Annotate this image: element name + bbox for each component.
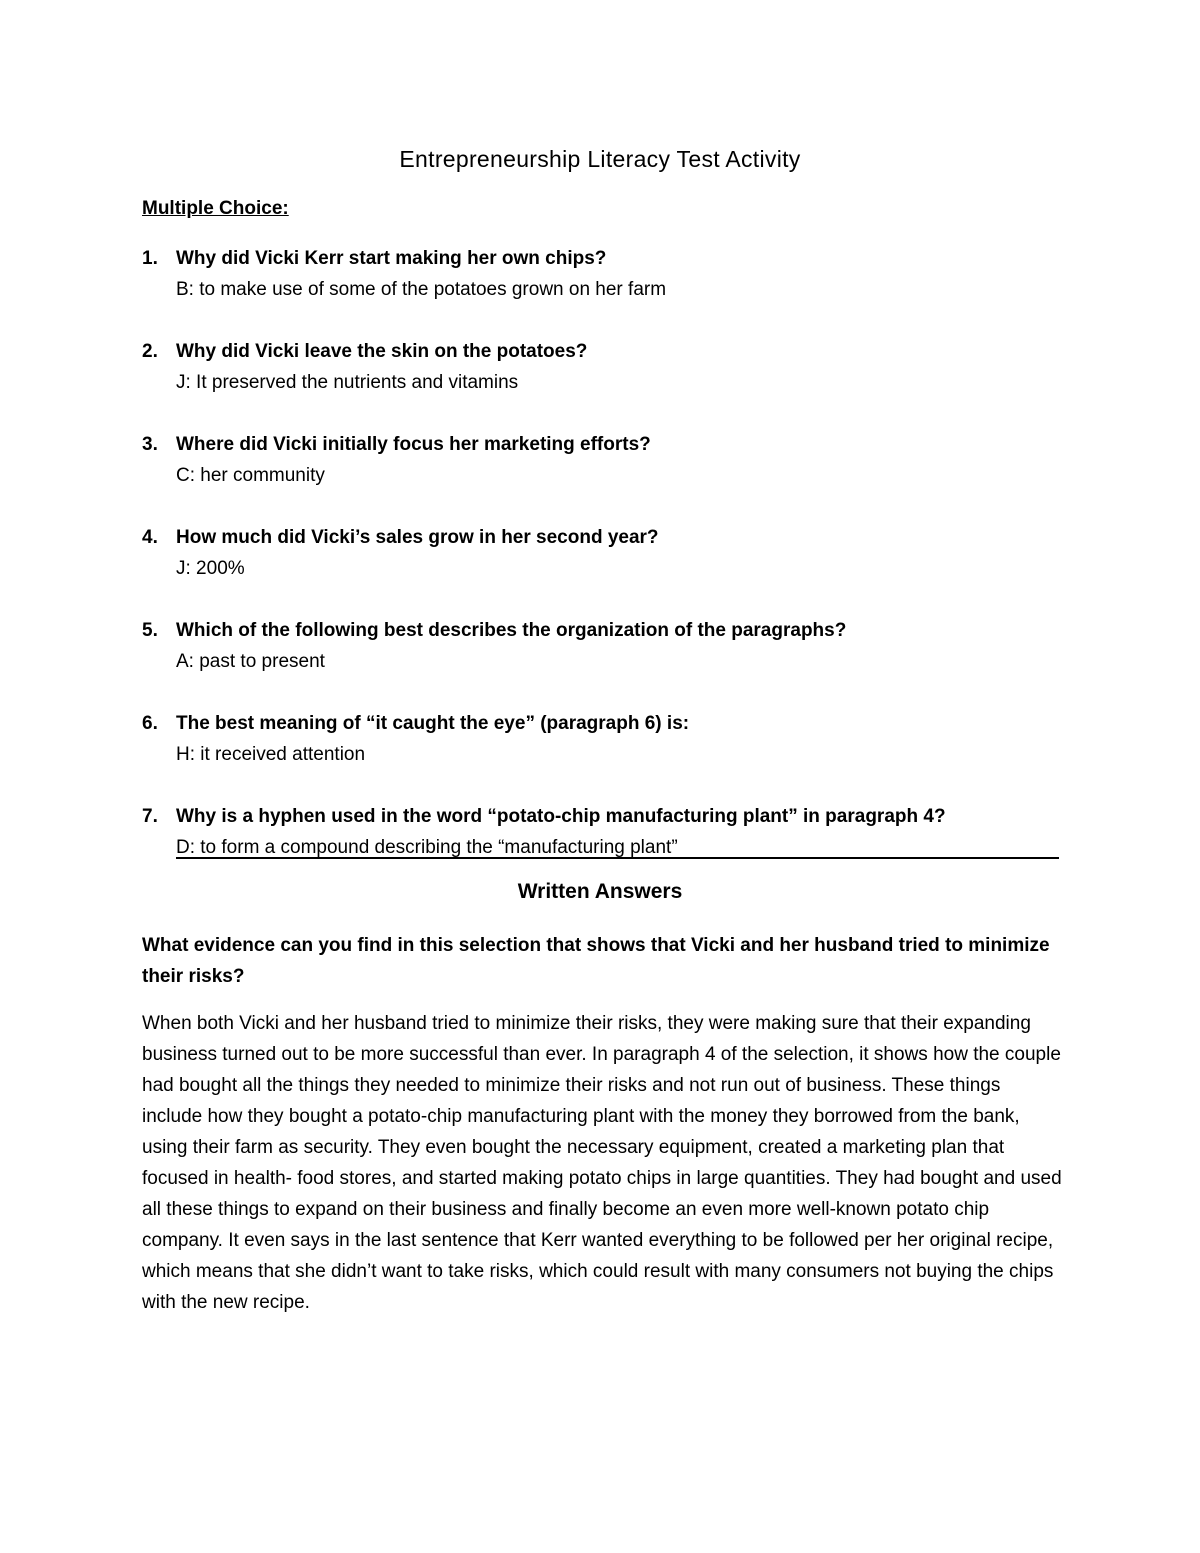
question-text: Where did Vicki initially focus her marketing efforts? [176, 434, 651, 455]
question-number: 3. [142, 434, 158, 455]
question-text: Why did Vicki Kerr start making her own chips? [176, 248, 607, 269]
question-item-6 [142, 708, 1062, 801]
question-text: Which of the following best describes the organization of the paragraphs? [176, 620, 847, 641]
multiple-choice-heading: Multiple Choice: [142, 198, 289, 219]
question-text: How much did Vicki’s sales grow in her second year? [176, 527, 659, 548]
section-divider [176, 857, 1059, 859]
written-question: What evidence can you find in this selection that shows that Vicki and her husband tried to minimize their risks? [142, 935, 1050, 987]
question-text: Why did Vicki leave the skin on the potatoes? [176, 341, 588, 362]
question-answer: D: to form a compound describing the “manufacturing plant” [176, 837, 678, 858]
question-item-7 [142, 801, 1062, 863]
question-number: 6. [142, 713, 158, 734]
document-title: Entrepreneurship Literacy Test Activity [399, 146, 801, 172]
question-text: The best meaning of “it caught the eye” (paragraph 6) is: [176, 713, 690, 734]
question-number: 4. [142, 527, 158, 548]
question-number: 5. [142, 620, 158, 641]
question-answer: J: It preserved the nutrients and vitamins [176, 372, 519, 393]
question-answer: J: 200% [176, 558, 245, 579]
question-number: 1. [142, 248, 158, 269]
question-number: 7. [142, 806, 158, 827]
question-answer: C: her community [176, 465, 325, 486]
question-answer: H: it received attention [176, 744, 366, 765]
question-number: 2. [142, 341, 158, 362]
question-item-2 [142, 336, 1062, 429]
question-answer: B: to make use of some of the potatoes grown on her farm [176, 279, 667, 300]
question-text: Why is a hyphen used in the word “potato-chip manufacturing plant” in paragraph 4? [176, 806, 946, 827]
question-item-5 [142, 615, 1062, 708]
question-item-3 [142, 429, 1062, 522]
multiple-choice-list [142, 243, 1062, 863]
written-answer-paragraph: When both Vicki and her husband tried to minimize their risks, they were making sure that their expanding business turned out to be more successful than ever. In paragraph 4 of the selection, it shows how the couple had bought all the things they needed to minimize their risks and not run out of business. These things include how they bought a potato-chip manufacturing plant with the money they borrowed from the bank, using their farm as security. They even bought the necessary equipment, created a marketing plan that focused in health- food stores, and started making potato chips in large quantities. They had bought and used all these things to expand on their business and finally become an even more well-known potato chip company. It even says in the last sentence that Kerr wanted everything to be followed per her original recipe, which means that she didn’t want to take risks, which could result with many consumers not buying the chips with the new recipe. [142, 1013, 1062, 1313]
question-item-1 [142, 243, 1062, 336]
written-answers-heading: Written Answers [517, 880, 683, 903]
question-item-4 [142, 522, 1062, 615]
question-answer: A: past to present [176, 651, 325, 672]
